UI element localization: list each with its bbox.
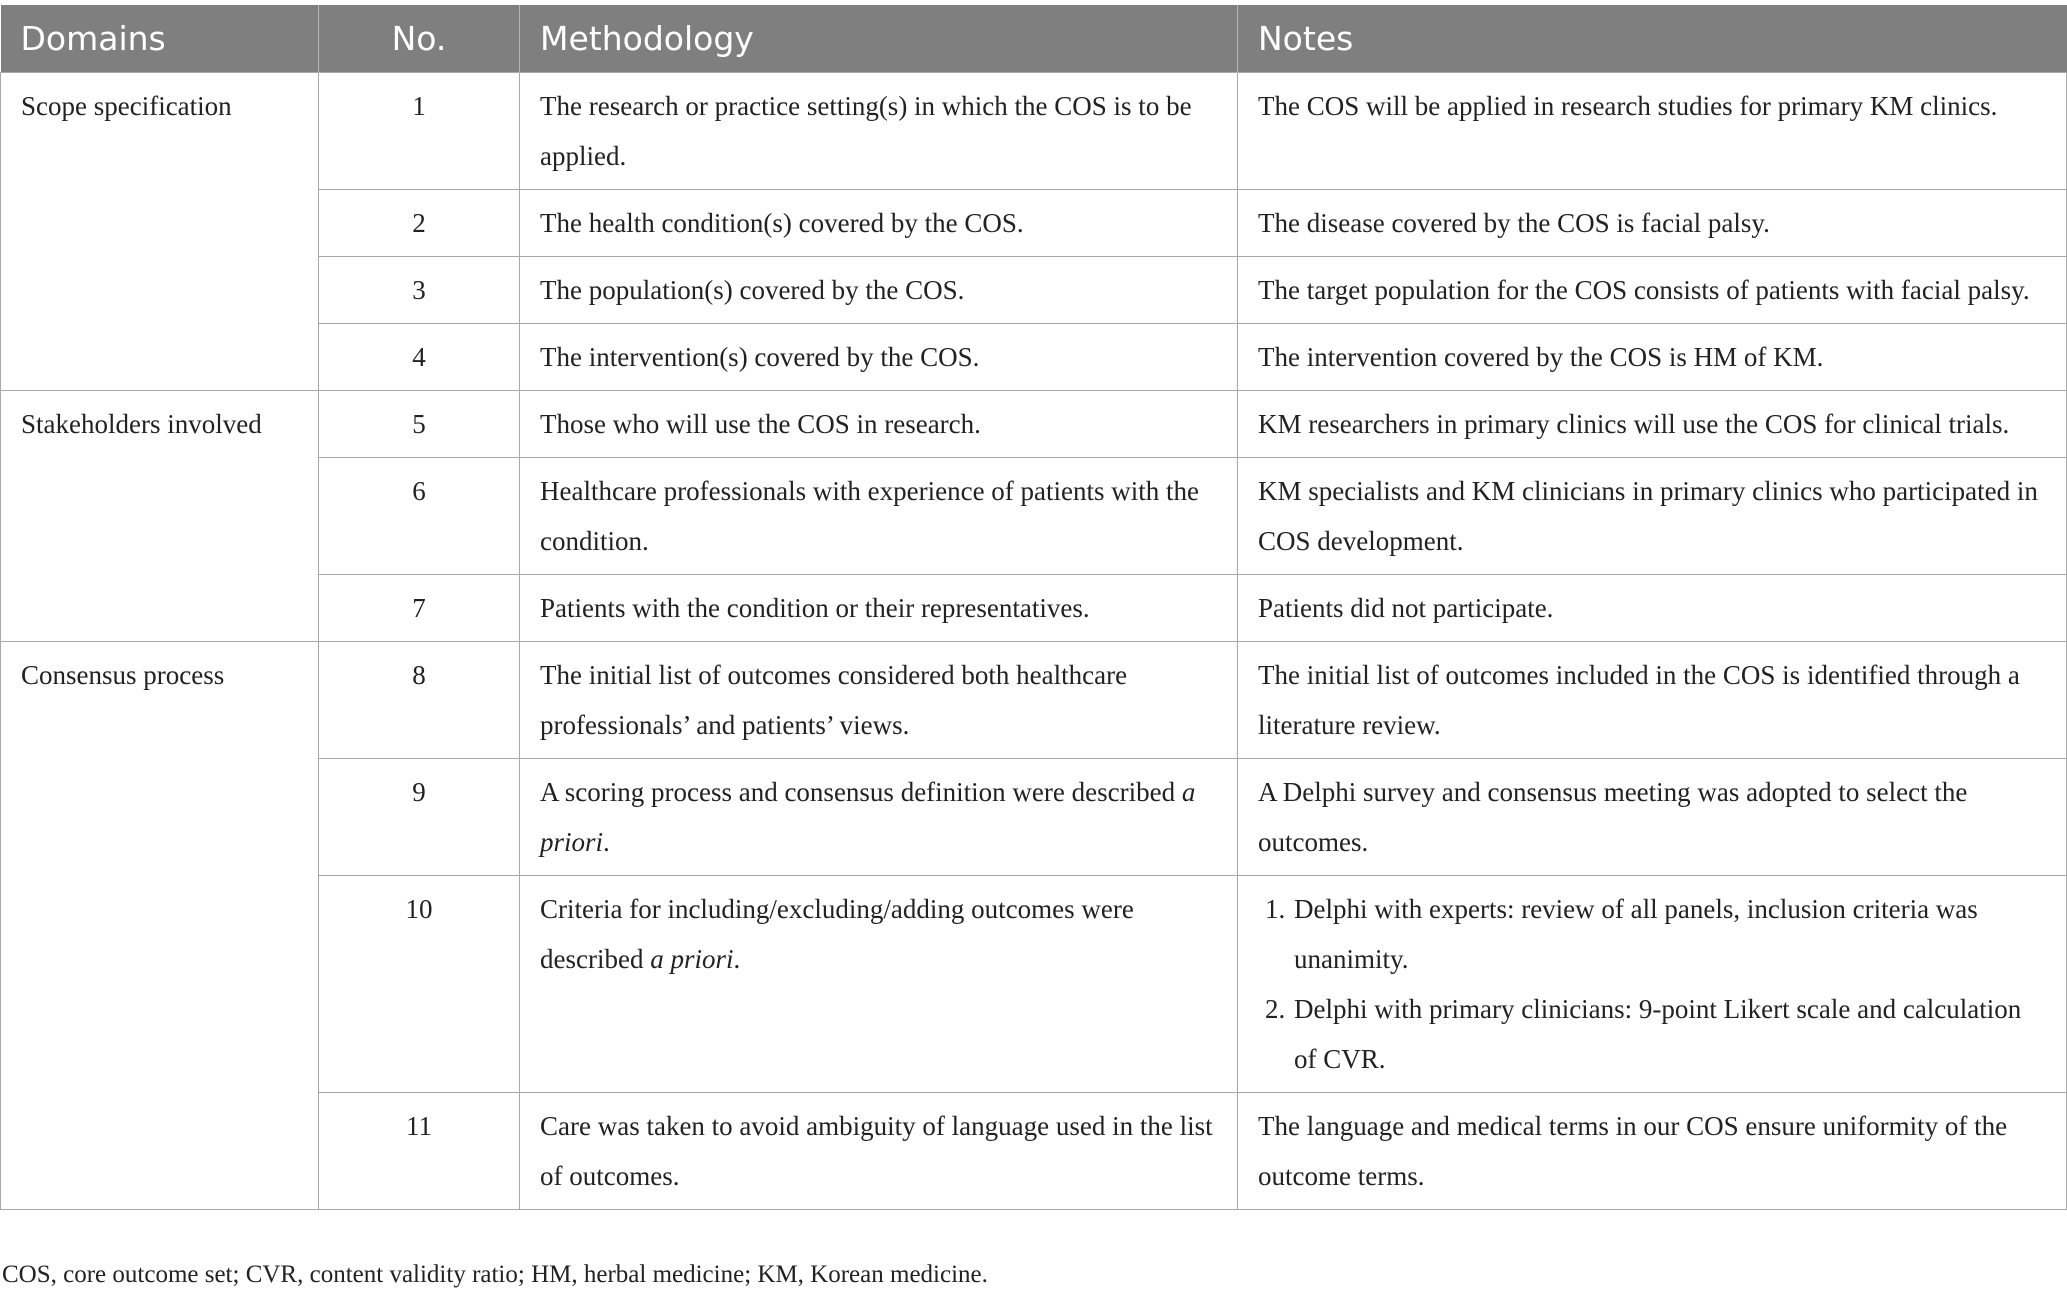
methodology-cell: Healthcare professionals with experience of patients with the condition. [520, 458, 1238, 575]
domain-cell: Consensus process [1, 642, 319, 1210]
no-cell: 1 [319, 73, 520, 190]
no-cell: 2 [319, 190, 520, 257]
table-row [1, 642, 2067, 759]
notes-cell: The intervention covered by the COS is HM of KM. [1238, 324, 2067, 391]
methodology-end: . [733, 944, 741, 974]
notes-cell: Patients did not participate. [1238, 575, 2067, 642]
no-cell: 8 [319, 642, 520, 759]
no-cell: 4 [319, 324, 520, 391]
header-domains: Domains [1, 5, 319, 73]
domain-cell: Scope specification [1, 73, 319, 391]
notes-list [1258, 884, 2046, 1084]
notes-cell: The disease covered by the COS is facial palsy. [1238, 190, 2067, 257]
methodology-text: Criteria for including/excluding/adding outcomes were described [540, 894, 1134, 974]
methodology-end: . [603, 827, 610, 857]
no-cell: 7 [319, 575, 520, 642]
table-row [1, 73, 2067, 190]
methodology-cell: The intervention(s) covered by the COS. [520, 324, 1238, 391]
no-cell: 5 [319, 391, 520, 458]
table-row [1, 391, 2067, 458]
methodology-cell: Those who will use the COS in research. [520, 391, 1238, 458]
notes-cell: KM researchers in primary clinics will use the COS for clinical trials. [1238, 391, 2067, 458]
notes-cell: The target population for the COS consists of patients with facial palsy. [1238, 257, 2067, 324]
notes-cell [1238, 876, 2067, 1093]
methodology-cell [520, 876, 1238, 1093]
notes-cell: A Delphi survey and consensus meeting was adopted to select the outcomes. [1238, 759, 2067, 876]
no-cell: 3 [319, 257, 520, 324]
no-cell: 11 [319, 1093, 520, 1210]
notes-cell: The initial list of outcomes included in the COS is identified through a literature review. [1238, 642, 2067, 759]
header-no: No. [319, 5, 520, 73]
header-methodology: Methodology [520, 5, 1238, 73]
no-cell: 6 [319, 458, 520, 575]
methodology-cell: The population(s) covered by the COS. [520, 257, 1238, 324]
methodology-text: A scoring process and consensus definition were described [540, 777, 1182, 807]
table-container [0, 5, 2067, 1210]
domain-cell: Stakeholders involved [1, 391, 319, 642]
methodology-italic: a priori [650, 944, 734, 974]
notes-cell: KM specialists and KM clinicians in primary clinics who participated in COS development. [1238, 458, 2067, 575]
header-notes: Notes [1238, 5, 2067, 73]
methodology-cell [520, 759, 1238, 876]
table-footnote: COS, core outcome set; CVR, content validity ratio; HM, herbal medicine; KM, Korean medicine. [2, 1261, 988, 1288]
methodology-cell: The health condition(s) covered by the COS. [520, 190, 1238, 257]
methodology-cell: Care was taken to avoid ambiguity of language used in the list of outcomes. [520, 1093, 1238, 1210]
notes-cell: The language and medical terms in our COS ensure uniformity of the outcome terms. [1238, 1093, 2067, 1210]
table-header-row [1, 5, 2067, 73]
notes-cell: The COS will be applied in research studies for primary KM clinics. [1238, 73, 2067, 190]
methodology-cell: Patients with the condition or their representatives. [520, 575, 1238, 642]
no-cell: 10 [319, 876, 520, 1093]
methodology-cell: The research or practice setting(s) in which the COS is to be applied. [520, 73, 1238, 190]
notes-list-item: 1. Delphi with experts: review of all panels, inclusion criteria was unanimity. [1292, 884, 2046, 984]
no-cell: 9 [319, 759, 520, 876]
methodology-italic: a priori [540, 777, 1196, 857]
methodology-cell: The initial list of outcomes considered both healthcare professionals’ and patients’ views. [520, 642, 1238, 759]
notes-list-item: 2. Delphi with primary clinicians: 9-point Likert scale and calculation of CVR. [1292, 984, 2046, 1084]
methodology-table [0, 5, 2067, 1210]
